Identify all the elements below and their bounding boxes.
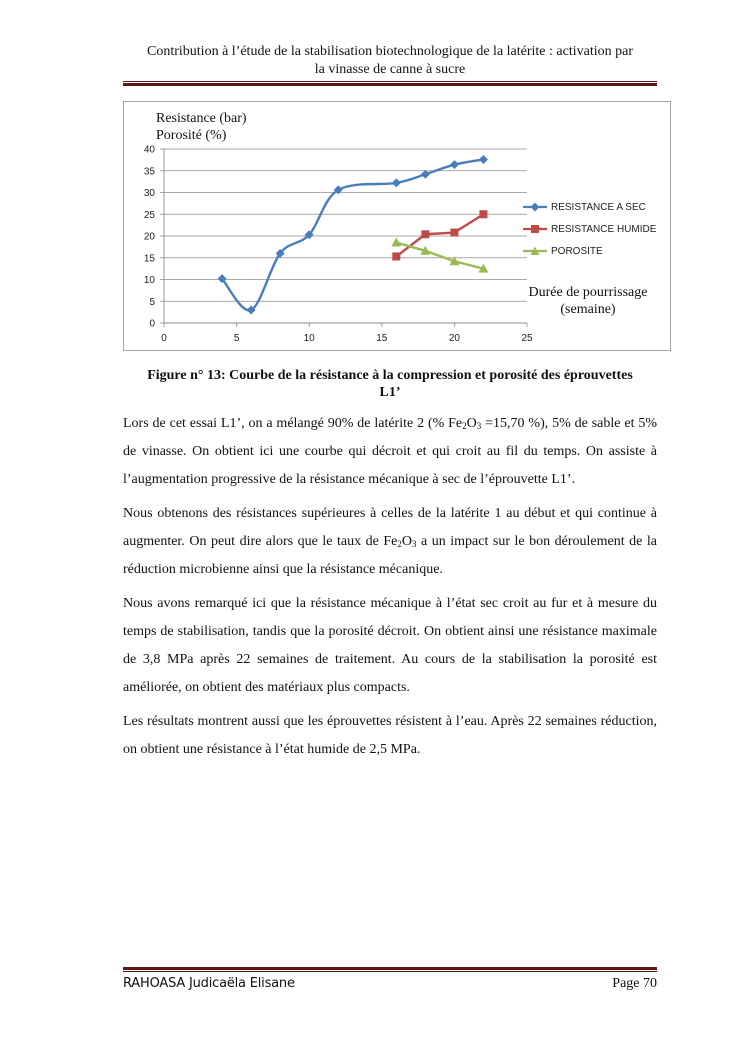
chart-axes — [160, 149, 527, 327]
footer-page-number: Page 70 — [612, 976, 657, 991]
x-tick-label-0: 0 — [161, 333, 167, 344]
running-header — [123, 43, 657, 79]
legend-item-resistance-sec — [523, 196, 656, 218]
paragraph-3: Nous avons remarqué ici que la résistance mécanique à l’état sec croit au fur et à mesure du temps de stabilisation, tandis que la porosité décroit. On obtient ainsi une résistance maximale de 3,8 MPa après 22 semaines de traitement. Au cours de la stabilisation la porosité est améliorée, on obtient des matériaux plus compacts. — [123, 596, 657, 695]
header-title-line-1: Contribution à l’étude de la stabilisation biotechnologique de la latérite : activation par — [147, 44, 633, 59]
paragraph-1-subscript-2: 3 — [476, 421, 482, 431]
y-axis-label-line-2: Porosité (%) — [156, 128, 227, 143]
legend-label-porosite: POROSITE — [551, 245, 603, 257]
chart-tick-labels — [144, 145, 533, 345]
footer-rule-thick — [123, 967, 657, 970]
footer-rule-thin — [123, 971, 657, 972]
data-point-porosite-16 — [391, 238, 401, 247]
chart-figure — [123, 101, 671, 351]
x-tick-label-25: 25 — [521, 333, 533, 344]
x-tick-label-10: 10 — [303, 333, 315, 344]
series-line-resistance-a-sec — [222, 159, 483, 310]
header-rule-thin — [123, 81, 657, 82]
paragraph-1-part-c: =15,70 %), 5% de sable et 5% de vinasse. On obtient ici une courbe qui décroit et qui croit au fil du temps. On assiste à l’augmentation progressive de la résistance mécanique à sec de l’éprouvette L1’. — [123, 416, 657, 487]
data-point-resistance-humide-16 — [392, 252, 400, 260]
y-tick-label-20: 20 — [143, 231, 155, 243]
body-text — [123, 410, 657, 770]
y-tick-label-35: 35 — [143, 166, 155, 178]
paragraph-1-subscript-1: 2 — [462, 421, 467, 431]
paragraph-2-subscript-1: 2 — [397, 539, 402, 549]
paragraph-2-subscript-2: 3 — [411, 539, 417, 549]
figure-caption — [123, 367, 657, 401]
square-marker-icon — [523, 224, 547, 234]
paragraph-2-part-a: Nous obtenons des résistances supérieures à celles de la latérite 1 au début et qui continue à augmenter. On peut dire alors que le taux de Fe — [123, 506, 657, 549]
x-tick-label-20: 20 — [448, 333, 460, 344]
y-tick-label-10: 10 — [143, 275, 155, 286]
y-tick-label-15: 15 — [143, 253, 155, 265]
legend-item-resistance-humide — [523, 218, 656, 240]
paragraph-4: Les résultats montrent aussi que les éprouvettes résistent à l’eau. Après 22 semaines réduction, on obtient une résistance à l’état humide de 2,5 MPa. — [123, 714, 657, 757]
paragraph-1-part-b: O — [466, 416, 477, 431]
legend-label-resistance-sec: RESISTANCE A SEC — [551, 201, 646, 213]
footer-author: RAHOASA Judicaëla Elisane — [123, 976, 295, 991]
x-axis-label-line-1: Durée de pourrissage — [528, 285, 648, 300]
paragraph-2 — [123, 500, 657, 584]
paragraph-2-part-b: O — [401, 534, 412, 549]
x-axis-label-line-2: (semaine) — [560, 302, 616, 317]
data-point-resistance-humide-22 — [479, 210, 487, 218]
header-title-line-2: la vinasse de canne à sucre — [314, 62, 466, 77]
chart-legend — [523, 196, 656, 262]
y-tick-label-30: 30 — [143, 188, 155, 199]
data-point-resistance-a-sec-22 — [479, 155, 488, 164]
legend-item-porosite — [523, 240, 656, 262]
data-point-resistance-a-sec-20 — [450, 160, 459, 169]
paragraph-1-part-a: Lors de cet essai L1’, on a mélangé 90% de latérite 2 (% Fe — [123, 416, 463, 431]
y-axis-label-line-1: Resistance (bar) — [156, 111, 247, 126]
data-point-resistance-humide-20 — [450, 229, 458, 237]
x-tick-label-5: 5 — [233, 333, 240, 344]
chart-series — [218, 155, 489, 315]
x-tick-label-15: 15 — [376, 333, 388, 344]
series-line-porosite — [396, 243, 483, 269]
diamond-marker-icon — [523, 202, 547, 212]
data-point-resistance-humide-18 — [421, 230, 429, 238]
y-tick-label-25: 25 — [143, 209, 155, 221]
y-tick-label-40: 40 — [143, 144, 155, 156]
data-point-resistance-a-sec-16 — [392, 178, 401, 187]
y-tick-label-0: 0 — [149, 318, 155, 330]
paragraph-2-part-c: a un impact sur le bon déroulement de la réduction microbienne ainsi que la résistance mécanique. — [123, 534, 657, 577]
paragraph-1 — [123, 410, 657, 494]
figure-caption-line-2: L1’ — [379, 385, 401, 400]
y-tick-label-5: 5 — [149, 296, 155, 308]
x-axis-label — [521, 284, 655, 318]
series-line-resistance-humide — [396, 214, 483, 256]
figure-caption-line-1: Figure n° 13: Courbe de la résistance à la compression et porosité des éprouvettes — [147, 368, 633, 383]
triangle-marker-icon — [523, 246, 547, 256]
y-axis-label — [156, 110, 247, 144]
header-rule-thick — [123, 83, 657, 86]
legend-label-resistance-humide: RESISTANCE HUMIDE — [551, 223, 657, 235]
